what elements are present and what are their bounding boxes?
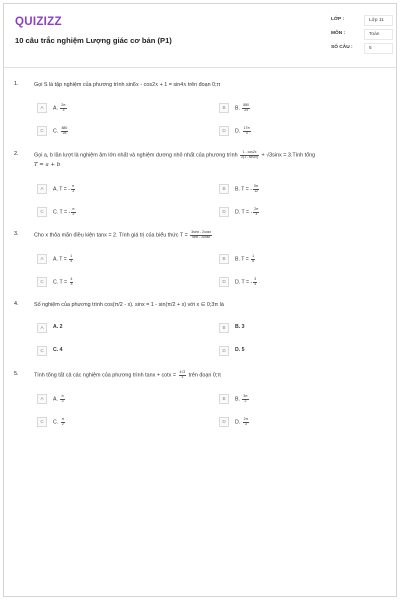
option-letter: C: [37, 126, 47, 136]
fraction-numerator: 1 - cos2x: [240, 151, 259, 156]
option-label: C. T = -: [53, 209, 71, 216]
meta-value: 5: [364, 43, 393, 54]
option-letter: D: [219, 126, 229, 136]
option-text: [53, 347, 63, 353]
question-text-tail: trên đoạn 0;π: [188, 372, 222, 379]
question-text: [34, 301, 389, 310]
option-label: C. T =: [53, 279, 69, 286]
fraction: [243, 418, 249, 427]
question-text: [34, 231, 389, 241]
fraction-numerator: 5π: [253, 184, 259, 188]
option-letter: B: [219, 103, 229, 113]
question-text-part: + 1 = sin4: [158, 82, 184, 88]
question-number: 4.: [14, 301, 19, 307]
option-label: B.: [235, 324, 242, 330]
fraction-numerator: 4√3: [179, 370, 186, 374]
meta-label: LỚP :: [331, 17, 345, 22]
fraction-numerator: 1: [252, 254, 255, 258]
option-text: [53, 127, 69, 136]
fraction-numerator: 17π: [243, 126, 250, 130]
fraction-numerator: π: [72, 207, 75, 211]
option-label: D.: [235, 347, 242, 353]
option-text: [235, 395, 250, 404]
option-text: [235, 127, 252, 136]
option-text: [235, 104, 251, 113]
option-text: [235, 185, 260, 194]
meta-row-count: [331, 45, 393, 59]
option-label: B. T = -: [235, 186, 252, 193]
fraction-numerator: 3sinx - 2cosx: [191, 230, 212, 234]
option-letter: A: [37, 323, 47, 333]
fraction: [253, 208, 259, 217]
fraction-denominator: 3: [245, 130, 248, 135]
fraction: [61, 127, 69, 136]
fraction: [60, 395, 64, 404]
option-label: A. T =: [53, 256, 69, 263]
fraction: [253, 278, 257, 287]
fraction-denominator: 3: [181, 374, 184, 379]
question-text: [34, 371, 389, 381]
fraction-denominator: 3: [61, 398, 64, 403]
fraction: [60, 104, 66, 113]
fraction: [70, 278, 74, 287]
fraction-numerator: 880: [61, 126, 68, 130]
fraction-denominator: 24: [244, 107, 249, 112]
question-number: 1.: [14, 81, 19, 87]
option-letter: C: [37, 417, 47, 427]
option-label: A.: [53, 324, 60, 330]
question-text-line: Tính tổng tất cả các nghiệm của phương trình tanx + cotx =: [34, 372, 176, 379]
question-text-part: Gọi S là tập nghiệm của phương trình sin6: [34, 82, 136, 88]
option-text: [53, 395, 66, 404]
worksheet-page: [3, 3, 397, 597]
fraction-denominator: 3: [255, 211, 258, 216]
option-letter: D: [219, 346, 229, 356]
fraction: [243, 127, 251, 136]
option-text: [53, 255, 74, 264]
question-text-line: Số nghiệm của phương trình cos(π/2 - x). sinx = 1 - sin(π/2 + x) với x ∈ 0;3π là: [34, 302, 224, 308]
question-text-line: Cho x thỏa mãn điều kiện tanx = 2. Tính giá trị của biểu thức T =: [34, 232, 188, 239]
question-text: [34, 81, 389, 90]
fraction: [240, 151, 259, 160]
question-text-formula: T = a + b: [34, 161, 61, 168]
option-letter: B: [219, 254, 229, 264]
option-letter: B: [219, 323, 229, 333]
option-text: [235, 418, 250, 427]
option-label: D.: [235, 419, 242, 426]
meta-value: Toán: [364, 29, 393, 40]
fraction-denominator: 12: [254, 188, 258, 193]
option-value: 2: [59, 324, 63, 330]
option-label: B.: [235, 105, 242, 112]
worksheet-header: [4, 4, 396, 68]
option-letter: D: [219, 417, 229, 427]
fraction-denominator: 3: [244, 421, 247, 426]
fraction: [71, 208, 75, 217]
worksheet-title: 10 câu trắc nghiệm Lượng giác cơ bản (P1): [15, 36, 172, 45]
fraction: [242, 104, 250, 113]
question-text-line: Gọi a, b lần lượt là nghiệm âm lớn nhất và nghiệm dương nhỏ nhất của phương trình: [34, 152, 238, 159]
option-letter: A: [37, 254, 47, 264]
fraction-denominator: 3: [72, 188, 75, 193]
fraction-denominator: 25: [62, 130, 67, 135]
option-label: A. T = -: [53, 186, 70, 193]
option-text: [53, 278, 74, 287]
option-text: [235, 255, 256, 264]
option-letter: C: [37, 207, 47, 217]
fraction-numerator: 2π: [61, 103, 66, 107]
question-number: 5.: [14, 371, 19, 377]
option-label: B. T =: [235, 256, 251, 263]
option-letter: A: [37, 184, 47, 194]
option-label: C.: [53, 347, 60, 353]
fraction-denominator: 2: [244, 398, 247, 403]
fraction: [71, 185, 75, 194]
question-text: [34, 151, 389, 170]
fraction: [242, 395, 248, 404]
fraction: [69, 255, 73, 264]
option-label: D.: [235, 128, 242, 135]
fraction-denominator: 2: [72, 211, 75, 216]
option-label: A.: [53, 105, 60, 112]
fraction-numerator: π: [61, 394, 64, 398]
option-letter: B: [219, 394, 229, 404]
option-label: A.: [53, 396, 60, 403]
fraction: [253, 185, 259, 194]
option-value: 5: [241, 347, 245, 353]
fraction-denominator: 3: [62, 107, 65, 112]
quizizz-logo: QUIZIZZ: [15, 16, 62, 28]
option-text: [53, 324, 63, 330]
question-text-var: x: [135, 82, 139, 88]
option-text: [235, 208, 260, 217]
question-text-var: x: [155, 82, 159, 88]
option-label: D. T = -: [235, 279, 253, 286]
meta-label: MÔN :: [331, 31, 346, 36]
fraction-numerator: 3π: [243, 394, 248, 398]
fraction-denominator: 3: [70, 281, 73, 286]
question-number: 2.: [14, 151, 19, 157]
question-text-var: x: [183, 82, 187, 88]
meta-value: Lớp 11: [364, 15, 393, 26]
option-value: 3: [241, 324, 245, 330]
option-label: B.: [235, 396, 242, 403]
fraction-denominator: 6: [252, 258, 255, 263]
fraction-numerator: 3: [254, 277, 257, 281]
option-label: C.: [53, 419, 60, 426]
worksheet-meta: [331, 17, 393, 59]
fraction-denominator: 2(1 - sin2x): [241, 154, 259, 159]
fraction-denominator: 4: [254, 281, 257, 286]
option-label: D. T = -: [235, 209, 253, 216]
fraction-numerator: 1: [70, 254, 73, 258]
option-value: 4: [59, 347, 63, 353]
fraction: [251, 255, 255, 264]
option-letter: D: [219, 277, 229, 287]
question-text-tail: + √3sinx = 3.Tính tổng: [261, 152, 316, 159]
fraction-numerator: 2π: [254, 207, 259, 211]
option-text: [53, 418, 66, 427]
option-letter: B: [219, 184, 229, 194]
fraction: [190, 231, 212, 240]
option-text: [235, 347, 245, 353]
fraction-numerator: π: [71, 184, 75, 188]
fraction-denominator: 4: [70, 258, 73, 263]
option-text: [235, 324, 245, 330]
option-text: [53, 208, 77, 217]
option-text: [53, 104, 68, 113]
option-letter: A: [37, 394, 47, 404]
question-text-part: - cos2: [138, 82, 156, 88]
meta-label: SỐ CÂU :: [331, 45, 353, 50]
fraction-numerator: π: [61, 417, 64, 421]
fraction-denominator: sinx - 2cosx: [192, 234, 211, 239]
option-label: C.: [53, 128, 60, 135]
option-letter: C: [37, 277, 47, 287]
fraction: [179, 371, 187, 380]
option-text: [235, 278, 258, 287]
option-letter: A: [37, 103, 47, 113]
fraction-numerator: 2π: [243, 417, 248, 421]
fraction: [61, 418, 65, 427]
question-number: 3.: [14, 231, 19, 237]
option-letter: D: [219, 207, 229, 217]
fraction-numerator: 880: [243, 103, 250, 107]
option-letter: C: [37, 346, 47, 356]
fraction-denominator: 2: [61, 421, 64, 426]
fraction-numerator: 4: [70, 277, 73, 281]
question-text-part: trên đoạn 0;π: [186, 82, 221, 88]
option-text: [53, 185, 76, 194]
